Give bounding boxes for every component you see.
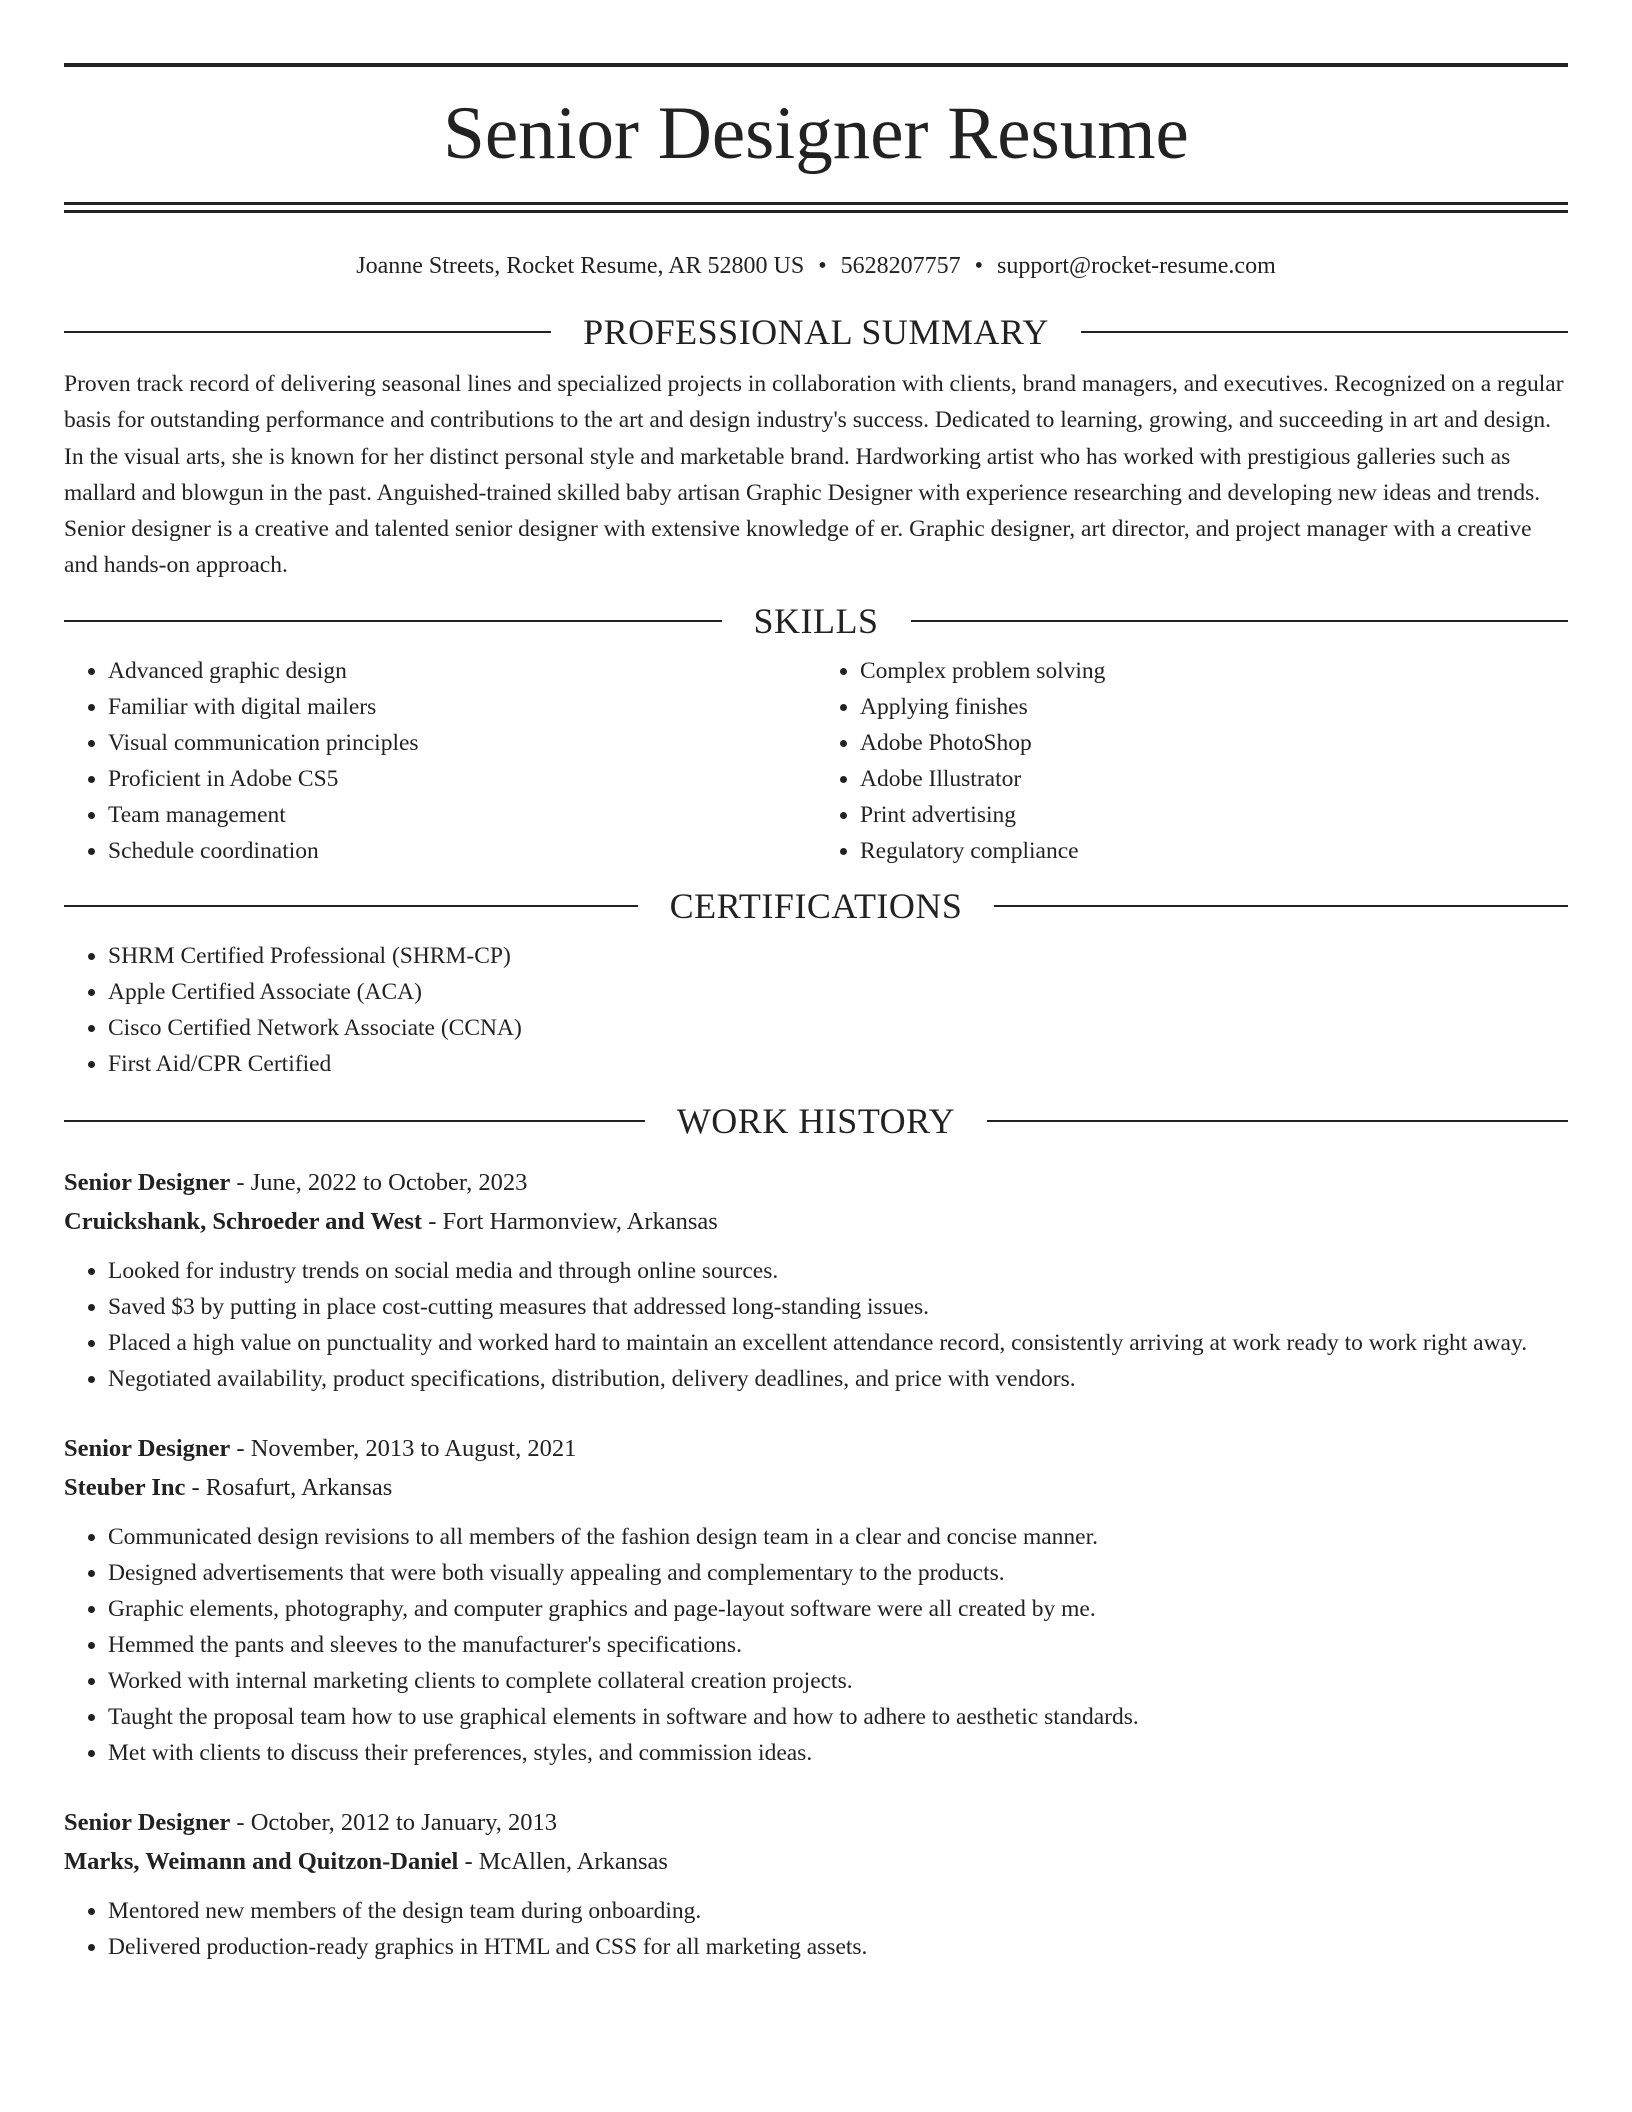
job-bullet: • Met with clients to discuss their preferences, styles, and commission ideas. <box>108 1735 1568 1771</box>
job-company: Marks, Weimann and Quitzon-Daniel <box>64 1847 459 1875</box>
skill-item: • Regulatory compliance <box>860 833 1568 869</box>
job-bullet: • Worked with internal marketing clients to complete collateral creation projects. <box>108 1663 1568 1699</box>
job-role: Senior Designer <box>64 1168 231 1196</box>
section-rule-left <box>64 331 551 333</box>
job-company-line <box>64 1842 1568 1881</box>
section-header-certifications <box>64 886 1568 926</box>
certification-item: • Apple Certified Associate (ACA) <box>108 974 1568 1010</box>
job-entry <box>64 1803 1568 1965</box>
section-title-skills: SKILLS <box>753 600 879 641</box>
job-entry <box>64 1163 1568 1397</box>
section-title-certifications: CERTIFICATIONS <box>669 885 963 926</box>
section-title-summary: PROFESSIONAL SUMMARY <box>583 312 1049 352</box>
job-role-line <box>64 1163 1568 1202</box>
skill-item: • Team management <box>108 797 816 833</box>
job-dates: - October, 2012 to January, 2013 <box>230 1808 558 1836</box>
job-location: - McAllen, Arkansas <box>458 1847 668 1875</box>
section-rule-left <box>64 620 722 622</box>
skill-item: • Visual communication principles <box>108 725 816 761</box>
section-rule-left <box>64 1120 645 1122</box>
contact-email[interactable]: support@rocket-resume.com <box>997 253 1276 279</box>
resume-title: Senior Designer Resume <box>443 92 1189 175</box>
skill-item: • Adobe Illustrator <box>860 761 1568 797</box>
section-rule-right <box>1081 331 1568 333</box>
skill-item: • Advanced graphic design <box>108 653 816 689</box>
job-location: - Rosafurt, Arkansas <box>185 1473 393 1501</box>
skill-item: • Print advertising <box>860 797 1568 833</box>
skill-item: • Schedule coordination <box>108 833 816 869</box>
job-role-line <box>64 1429 1568 1468</box>
job-location: - Fort Harmonview, Arkansas <box>422 1207 718 1235</box>
job-company-line <box>64 1202 1568 1241</box>
contact-separator: • <box>818 253 827 279</box>
section-rule-right <box>994 905 1568 907</box>
contact-separator: • <box>974 253 984 279</box>
skills-list-right <box>816 653 1568 869</box>
job-role-line <box>64 1803 1568 1842</box>
section-header-skills <box>64 601 1568 641</box>
skills-list-left <box>64 653 816 869</box>
job-bullet: • Designed advertisements that were both visually appealing and complementary to the products. <box>108 1555 1568 1591</box>
resume-page <box>64 0 1568 1965</box>
skills-columns <box>64 653 1568 869</box>
job-dates: - November, 2013 to August, 2021 <box>230 1434 577 1462</box>
job-bullet: • Negotiated availability, product specifications, distribution, delivery deadlines, and price with vendors. <box>108 1361 1568 1397</box>
job-dates: - June, 2022 to October, 2023 <box>230 1168 528 1196</box>
skill-item: • Adobe PhotoShop <box>860 725 1568 761</box>
section-rule-right <box>911 620 1569 622</box>
job-entry <box>64 1429 1568 1771</box>
section-title-work-history: WORK HISTORY <box>676 1100 956 1141</box>
contact-address: Joanne Streets, Rocket Resume, AR 52800 US <box>356 253 805 279</box>
job-bullet: • Mentored new members of the design team during onboarding. <box>108 1893 1568 1929</box>
contact-phone[interactable]: 5628207757 <box>840 253 961 279</box>
section-rule-left <box>64 905 638 907</box>
job-bullet: • Graphic elements, photography, and computer graphics and page-layout software were all created by me. <box>108 1591 1568 1627</box>
skill-item: • Applying finishes <box>860 689 1568 725</box>
double-rule <box>64 202 1568 213</box>
job-bullet: • Taught the proposal team how to use graphical elements in software and how to adhere to aesthetic standards. <box>108 1699 1568 1735</box>
job-bullet: • Saved $3 by putting in place cost-cutting measures that addressed long-standing issues. <box>108 1289 1568 1325</box>
job-company-line <box>64 1468 1568 1507</box>
job-bullets <box>64 1519 1568 1771</box>
job-role: Senior Designer <box>64 1434 231 1462</box>
skill-item: • Proficient in Adobe CS5 <box>108 761 816 797</box>
job-company: Steuber Inc <box>64 1473 186 1501</box>
job-company: Cruickshank, Schroeder and West <box>64 1207 423 1235</box>
job-role: Senior Designer <box>64 1808 231 1836</box>
top-rule <box>64 63 1568 67</box>
job-bullet: • Looked for industry trends on social media and through online sources. <box>108 1253 1568 1289</box>
certification-item: • Cisco Certified Network Associate (CCNA) <box>108 1010 1568 1046</box>
job-bullet: • Delivered production-ready graphics in HTML and CSS for all marketing assets. <box>108 1929 1568 1965</box>
job-bullets <box>64 1893 1568 1965</box>
skill-item: • Familiar with digital mailers <box>108 689 816 725</box>
section-header-work-history <box>64 1101 1568 1141</box>
section-rule-right <box>987 1120 1568 1122</box>
certifications-list <box>64 938 1568 1082</box>
job-bullet: • Hemmed the pants and sleeves to the manufacturer's specifications. <box>108 1627 1568 1663</box>
contact-line <box>64 251 1568 281</box>
job-bullet: • Placed a high value on punctuality and worked hard to maintain an excellent attendance record, consistently arriving at work ready to work right away. <box>108 1325 1568 1361</box>
certification-item: • First Aid/CPR Certified <box>108 1046 1568 1082</box>
certification-item: • SHRM Certified Professional (SHRM-CP) <box>108 938 1568 974</box>
job-bullets <box>64 1253 1568 1397</box>
summary-text: Proven track record of delivering seasonal lines and specialized projects in collaboration with clients, brand managers, and executives. Recognized on a regular basis for outstanding performance and contributions to the art and design industry's success. Dedicated to learning, growing, and succeeding in art and design. In the visual arts, she is known for her distinct personal style and marketable brand. Hardworking artist who has worked with prestigious galleries such as mallard and blowgun in the past. Anguished-trained skilled baby artisan Graphic Designer with experience researching and developing new ideas and trends. Senior designer is a creative and talented senior designer with extensive knowledge of er. Graphic designer, art director, and project manager with a creative and hands-on approach. <box>64 371 1564 579</box>
skill-item: • Complex problem solving <box>860 653 1568 689</box>
section-header-summary <box>64 312 1568 352</box>
job-bullet: • Communicated design revisions to all members of the fashion design team in a clear and concise manner. <box>108 1519 1568 1555</box>
